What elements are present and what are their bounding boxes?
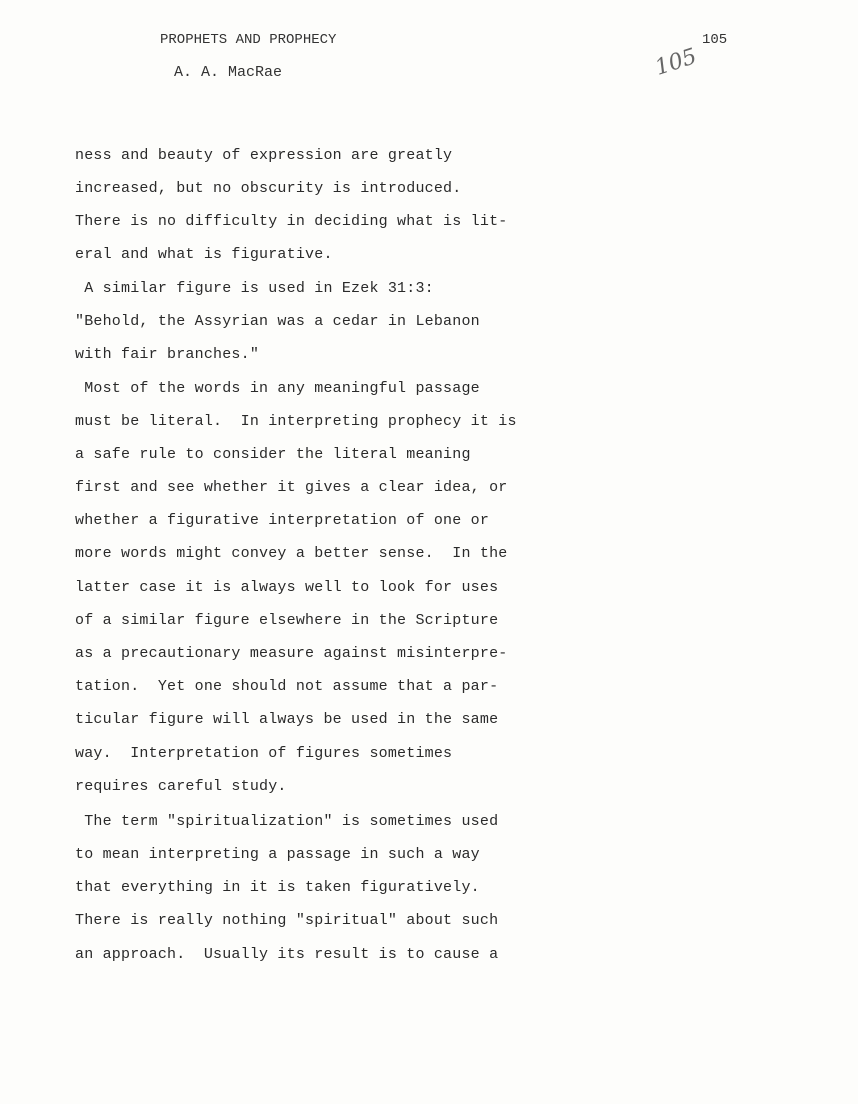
text-line: eral and what is figurative. — [75, 246, 333, 263]
text-line: requires careful study. — [75, 778, 287, 795]
text-line: as a precautionary measure against misinterpre- — [75, 645, 508, 662]
text-line: first and see whether it gives a clear idea, or — [75, 479, 508, 496]
text-line: Most of the words in any meaningful passage — [75, 380, 480, 397]
text-line: increased, but no obscurity is introduced. — [75, 180, 462, 197]
page-number: 105 — [702, 32, 728, 48]
text-line: ness and beauty of expression are greatly — [75, 147, 453, 164]
text-line: There is really nothing "spiritual" about such — [75, 912, 499, 929]
text-line: The term "spiritualization" is sometimes used — [75, 813, 499, 830]
text-line: to mean interpreting a passage in such a way — [75, 846, 480, 863]
text-line: A similar figure is used in Ezek 31:3: — [75, 280, 434, 297]
text-line: of a similar figure elsewhere in the Scripture — [75, 612, 499, 629]
text-line: with fair branches." — [75, 346, 260, 363]
text-line: ticular figure will always be used in the same — [75, 711, 499, 728]
text-line: an approach. Usually its result is to cause a — [75, 946, 499, 963]
text-line: must be literal. In interpreting prophecy it is — [75, 413, 517, 430]
text-line: that everything in it is taken figuratively. — [75, 879, 480, 896]
text-line: tation. Yet one should not assume that a par- — [75, 678, 499, 695]
author: A. A. MacRae — [174, 64, 283, 81]
text-line: There is no difficulty in deciding what is lit- — [75, 213, 508, 230]
text-line: way. Interpretation of figures sometimes — [75, 745, 453, 762]
text-line: latter case it is always well to look for uses — [75, 579, 499, 596]
running-title: PROPHETS AND PROPHECY — [160, 32, 337, 48]
text-line: "Behold, the Assyrian was a cedar in Lebanon — [75, 313, 480, 330]
text-line: more words might convey a better sense. In the — [75, 545, 508, 562]
text-line: a safe rule to consider the literal meaning — [75, 446, 471, 463]
handwritten-page-number: 105 — [652, 44, 700, 81]
text-line: whether a figurative interpretation of one or — [75, 512, 490, 529]
